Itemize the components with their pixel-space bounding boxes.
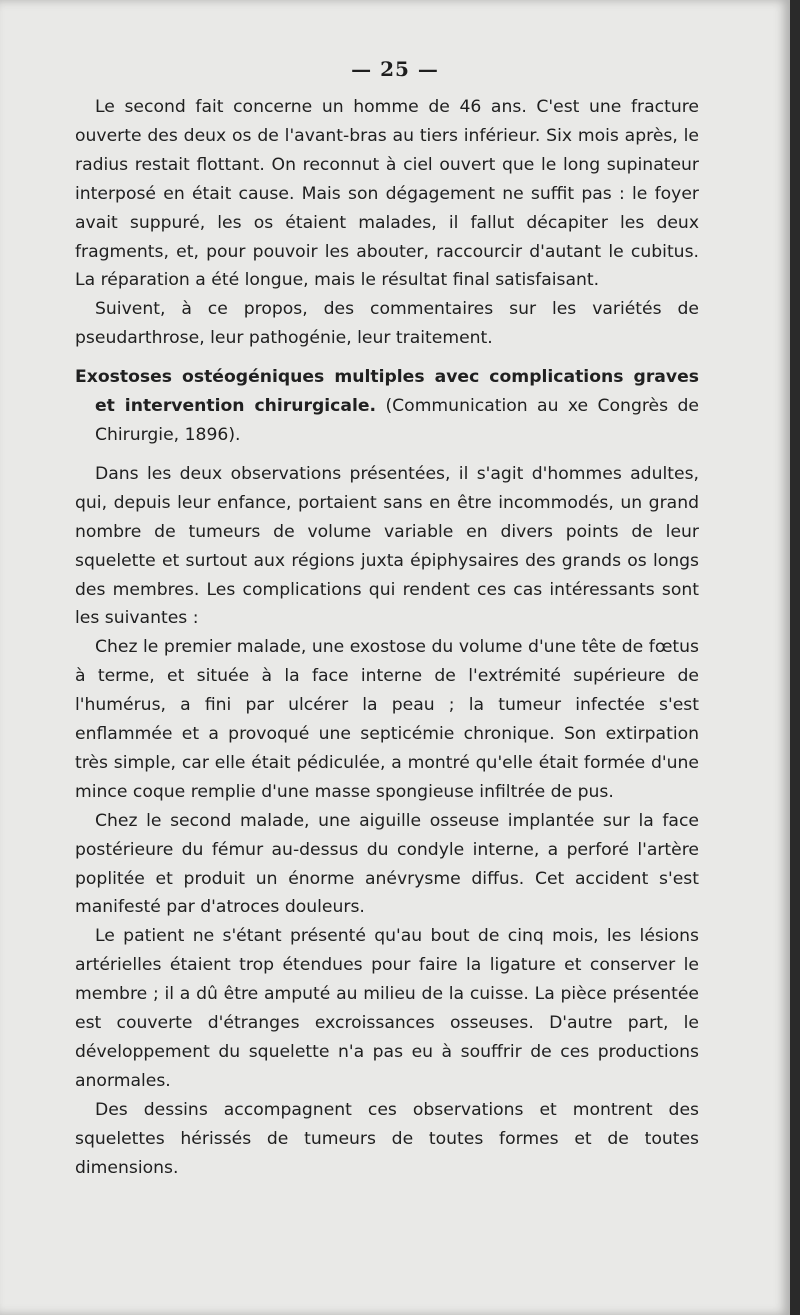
paragraph: Le second fait concerne un homme de 46 ans. C'est une fracture ouverte des deux os de l'avant-bras au tiers inférieur. Six mois après, le radius restait flottant. On reconnut à ciel ouvert que le long supinateur interposé en était cause. Mais son dégagement ne suffit pas : le foyer avait suppuré, les os étaient malades, il fallut décapiter les deux fragments, et, pour pouvoir les abouter, raccourcir d'autant le cubitus. La réparation a été longue, mais le résultat final satisfaisant.	[75, 97, 699, 291]
section-title-block	[75, 363, 699, 450]
paragraph: Dans les deux observations présentées, il s'agit d'hommes adultes, qui, depuis leur enfance, portaient sans en être incommodés, un grand nombre de tumeurs de volume variable en divers points de leur squelette et surtout aux régions juxta épiphysaires des grands os longs des membres. Les complications qui rendent ces cas intéressants sont les suivantes :	[75, 463, 699, 629]
section-heading: Exostoses ostéogéniques multiples avec complications graves et intervention chirurgicale.	[75, 367, 699, 417]
body-text	[75, 93, 699, 1183]
page-edge	[790, 0, 800, 1315]
paragraph: Des dessins accompagnent ces observations et montrent des squelettes hérissés de tumeurs de toutes formes et de toutes dimensions.	[75, 1099, 699, 1178]
paragraph: Chez le premier malade, une exostose du volume d'une tête de fœtus à terme, et située à la face interne de l'extrémité supérieure de l'humérus, a fini par ulcérer la peau ; la tumeur infectée s'est enflammée et a provoqué une septicémie chronique. Son extirpation très simple, car elle était pédiculée, a montré qu'elle était formée d'une mince coque remplie d'une masse spongieuse infiltrée de pus.	[75, 637, 699, 802]
paragraph: Suivent, à ce propos, des commentaires sur les variétés de pseudarthrose, leur pathogénie, leur traitement.	[75, 299, 699, 349]
page-number: — 25 —	[351, 57, 439, 81]
paragraph: Chez le second malade, une aiguille osseuse implantée sur la face postérieure du fémur au-dessus du condyle interne, a perforé l'artère poplitée et produit un énorme anévrysme diffus. Cet accident s'est manifesté par d'atroces douleurs.	[75, 810, 699, 918]
section-note: (Communication au xe Congrès de Chirurgie, 1896).	[95, 396, 699, 445]
paragraph: Le patient ne s'étant présenté qu'au bout de cinq mois, les lésions artérielles étaient trop étendues pour faire la ligature et conserver le membre ; il a dû être amputé au milieu de la cuisse. La pièce présentée est couverte d'étranges excroissances osseuses. D'autre part, le développement du squelette n'a pas eu à souffrir de ces productions anormales.	[75, 926, 699, 1091]
